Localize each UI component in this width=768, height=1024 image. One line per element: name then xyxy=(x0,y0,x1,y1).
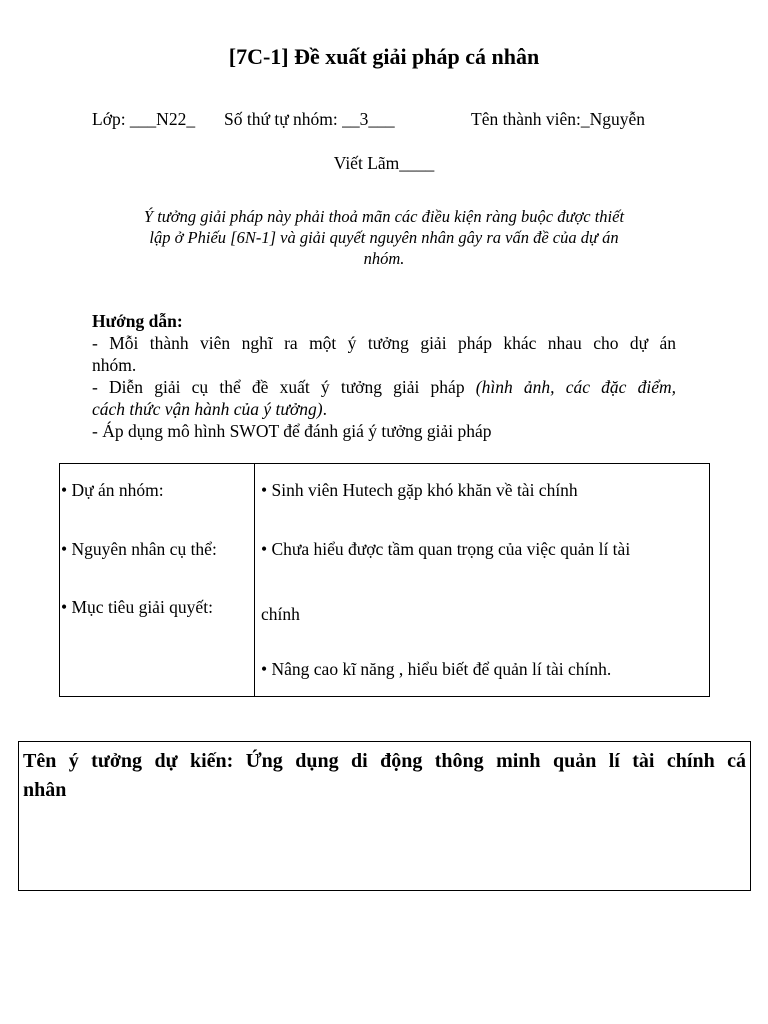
guide-section xyxy=(92,310,676,442)
note-line-3: nhóm. xyxy=(363,249,405,268)
guide-item-2-period: . xyxy=(322,399,327,419)
idea-name-line-2: nhân xyxy=(23,779,67,801)
guide-item-2-italic-cont: cách thức vận hành của ý tưởng) xyxy=(92,399,323,419)
guide-heading: Hướng dẫn: xyxy=(92,311,183,331)
class-field: Lớp: ___N22_ xyxy=(92,109,196,129)
idea-name-box xyxy=(18,741,751,891)
note-line-2: lập ở Phiếu [6N-1] và giải quyết nguyên nhân gây ra vấn đề của dự án xyxy=(149,228,619,247)
note-line-1: Ý tưởng giải pháp này phải thoả mãn các điều kiện ràng buộc được thiết xyxy=(143,207,625,226)
guide-item-1-line-1: - Mỗi thành viên nghĩ ra một ý tưởng giải pháp khác nhau cho dự án xyxy=(92,333,676,353)
guide-item-2-italic: (hình ảnh, các đặc điểm, xyxy=(475,377,677,397)
guide-item-2-line-2 xyxy=(92,398,676,420)
guide-item-3: - Áp dụng mô hình SWOT để đánh giá ý tưởng giải pháp xyxy=(92,421,492,441)
idea-name-line-1: Tên ý tưởng dự kiến: Ứng dụng di động thông minh quản lí tài chính cá xyxy=(23,750,746,772)
value-specific-cause-cont: chính xyxy=(261,604,300,624)
instruction-note xyxy=(96,206,672,269)
guide-item-2-line-1 xyxy=(92,376,676,398)
member-name-continued: Viết Lãm____ xyxy=(333,153,435,173)
label-specific-cause: • Nguyên nhân cụ thể: xyxy=(61,539,217,559)
value-goal: • Nâng cao kĩ năng , hiểu biết để quản lí tài chính. xyxy=(261,659,612,679)
guide-item-1-line-2: nhóm. xyxy=(92,355,137,375)
project-info-table xyxy=(59,463,710,697)
group-number-field: Số thứ tự nhóm: __3___ xyxy=(224,109,395,129)
member-name-field: Tên thành viên:_Nguyễn xyxy=(471,109,645,129)
guide-item-2-text: - Diễn giải cụ thể đề xuất ý tưởng giải pháp xyxy=(92,377,465,397)
value-group-project: • Sinh viên Hutech gặp khó khăn về tài chính xyxy=(261,480,578,500)
page-title: [7C-1] Đề xuất giải pháp cá nhân xyxy=(228,44,540,69)
label-goal: • Mục tiêu giải quyết: xyxy=(61,597,213,617)
label-group-project: • Dự án nhóm: xyxy=(61,480,164,500)
table-column-divider xyxy=(254,464,255,696)
value-specific-cause: • Chưa hiểu được tầm quan trọng của việc quản lí tài xyxy=(261,539,631,559)
